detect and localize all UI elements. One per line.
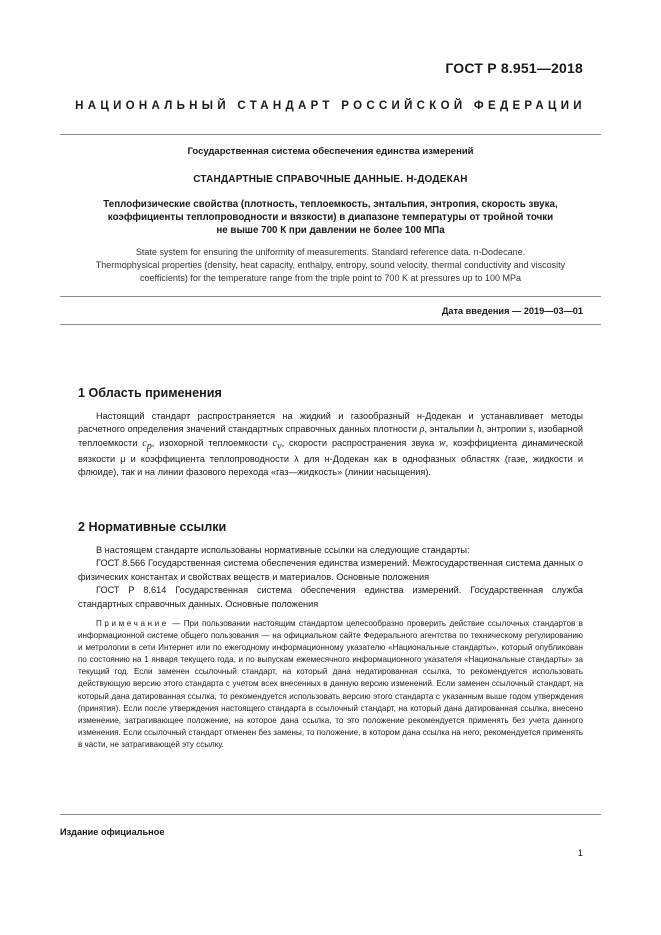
- scope-text: , энтальпии: [424, 424, 477, 435]
- english-title-line: Thermophysical properties (density, heat capacity, enthalpy, entropy, sound velocity, thermal conductivity and viscosity: [95, 259, 566, 270]
- subtitle-line: не выше 700 К при давлении не более 100 МПа: [216, 224, 445, 236]
- national-standard-banner: НАЦИОНАЛЬНЫЙ СТАНДАРТ РОССИЙСКОЙ ФЕДЕРАЦИИ: [75, 100, 586, 112]
- references-intro: В настоящем стандарте использованы нормативные ссылки на следующие стандарты:: [96, 545, 470, 555]
- subtitle-line: коэффициенты теплопроводности и вязкости) в диапазоне температуры от тройной точки: [107, 211, 554, 223]
- english-title-line: coefficients) for the temperature range from the triple point to 700 K at pressures up to 100 MPa: [139, 272, 522, 283]
- introduction-date: Дата введения — 2019—03—01: [441, 306, 583, 316]
- symbol-sound-velocity: w: [439, 437, 446, 449]
- note-text: — При пользовании настоящим стандартом целесообразно проверить действие ссылочных стандартов в информационной системе общего пользования — на официальном сайте Федерального агентства по техническому регулированию и метрологии в сети Интернет или по ежегодному информационному указателю «Национальные стандарты», который опубликован по состоянию на 1 января текущего года, и по выпускам ежемесячного информационного указателя «Национальные стандарты» за текущий год. Если заменен ссылочный стандарт, на который дана недатированная ссылка, то рекомендуется использовать действующую версию этого стандарта с учетом всех внесенных в данную версию изменений. Если заменен ссылочный стандарт, на который дана датированная ссылка, то рекомендуется использовать версию этого стандарта с указанным выше годом утверждения (принятия). Если после утверждения настоящего стандарта в ссылочный стандарт, на который дана датированная ссылка, внесено изменение, затрагивающее положение, на которое дана ссылка, то это положение рекомендуется применять без учета данного изменения. Если ссылочный стандарт отменен без замены, то положение, в котором дана ссылка на него, рекомендуется применять в части, не затрагивающей эту ссылку.: [78, 619, 583, 749]
- section-2-heading: 2 Нормативные ссылки: [78, 520, 227, 534]
- section-1-heading: 1 Область применения: [78, 386, 222, 400]
- symbol-cp: c: [142, 437, 147, 449]
- symbol-cv-subscript: v: [277, 440, 282, 452]
- subtitle: [60, 199, 601, 237]
- subtitle-line: Теплофизические свойства (плотность, теплоемкость, энтальпия, энтропия, скорость звука,: [103, 199, 558, 210]
- divider-date-bottom: [60, 324, 601, 325]
- section-1-body: [78, 410, 583, 480]
- symbol-entropy: s: [528, 424, 533, 436]
- english-title: [60, 246, 601, 284]
- divider-date-top: [60, 296, 601, 297]
- system-title: Государственная система обеспечения единства измерений: [187, 146, 474, 157]
- scope-text: , энтропии: [481, 424, 529, 435]
- scope-text: Настоящий стандарт распространяется на жидкий и газообразный н-Додекан и устанавливает методы расчетного определения значений стандартных справочных данных плотности: [78, 411, 583, 435]
- symbol-enthalpy: h: [476, 424, 482, 436]
- note-block: [78, 618, 583, 751]
- divider-top: [60, 134, 601, 135]
- symbol-cv: c: [272, 437, 278, 449]
- section-2-body: [78, 544, 583, 611]
- english-title-line: State system for ensuring the uniformity of measurements. Standard reference data. n-Dodecane.: [135, 247, 526, 257]
- official-edition-label: Издание официальное: [60, 827, 165, 837]
- reference-gost-r-8-614: ГОСТ Р 8.614 Государственная система обеспечения единства измерений. Государственная служба стандартных справочных данных. Основные положения: [78, 585, 583, 609]
- scope-text: , коэффициента динамической вязкости μ и коэффициента теплопроводности λ для н-Додекан как в однофазных областях (газе, жидкости и флюиде), так и на линии фазового перехода «газ—жидкость» (линии насыщения).: [78, 437, 583, 478]
- page-number: 1: [577, 848, 583, 858]
- reference-gost-8-566: ГОСТ 8.566 Государственная система обеспечения единства измерений. Межгосударственная система данных о физических константах и свойствах веществ и материалов. Основные положения: [78, 558, 583, 582]
- symbol-cp-subscript: p: [146, 440, 152, 452]
- scope-text: , скорости распространения звука: [281, 437, 439, 448]
- document-id: ГОСТ Р 8.951—2018: [445, 60, 583, 76]
- symbol-density: ρ: [419, 424, 425, 436]
- scope-text: , изобарной теплоемкости: [78, 424, 584, 448]
- divider-footer: [60, 814, 601, 815]
- scope-text: , изохорной теплоемкости: [151, 437, 273, 448]
- scope-paragraph: [78, 410, 583, 480]
- note-label: Примечание: [96, 619, 169, 628]
- main-title: СТАНДАРТНЫЕ СПРАВОЧНЫЕ ДАННЫЕ. Н-ДОДЕКАН: [193, 174, 468, 185]
